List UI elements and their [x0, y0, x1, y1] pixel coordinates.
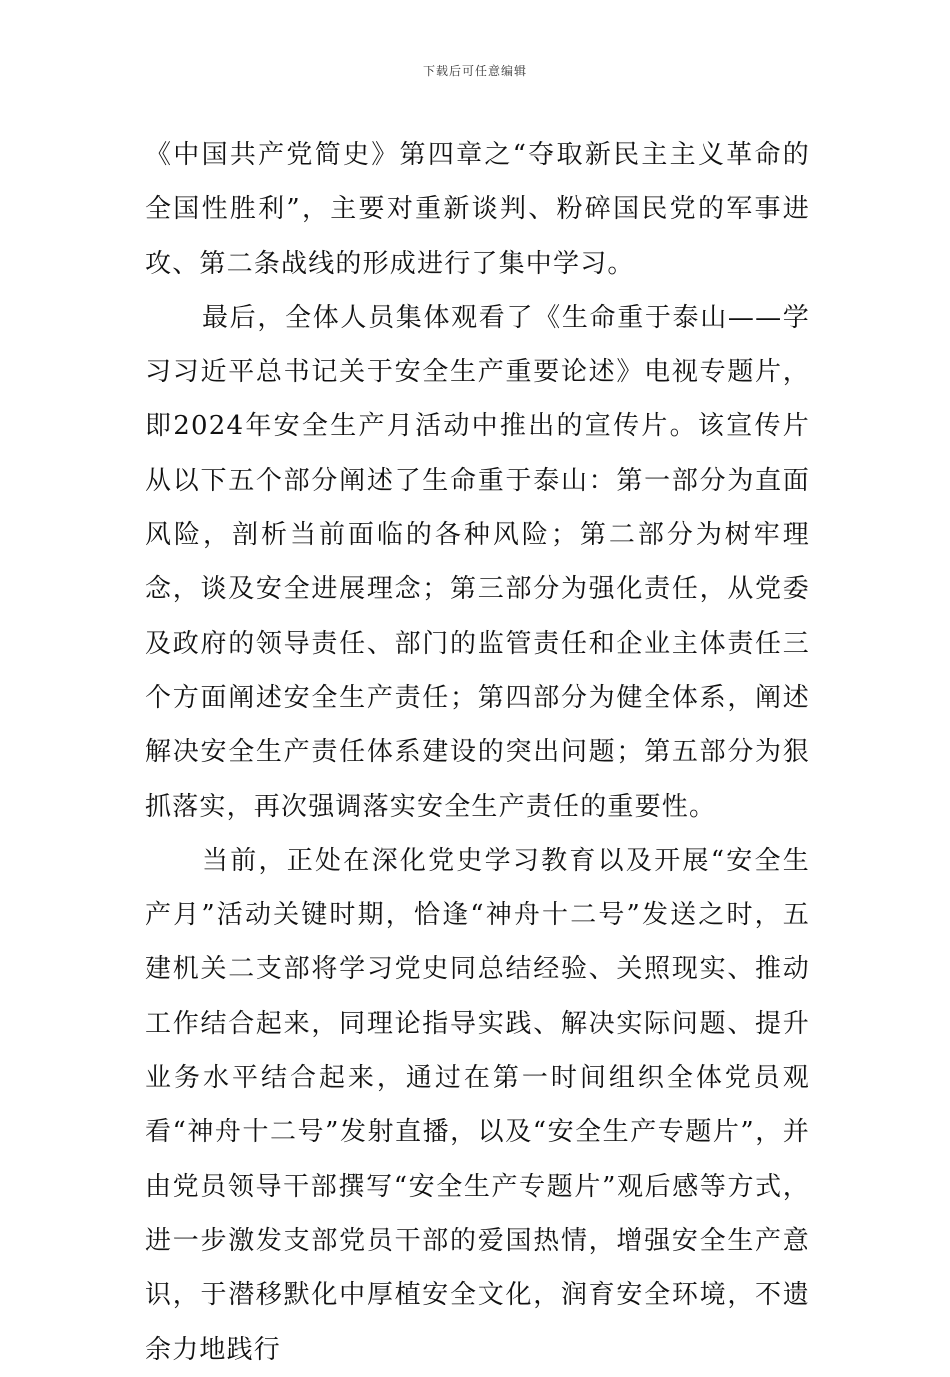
paragraph-documentary: 最后，全体人员集体观看了《生命重于泰山——学习习近平总书记关于安全生产重要论述》电视专题片，即2024年安全生产月活动中推出的宣传片。该宣传片从以下五个部分阐述了生命重于泰山：第一部分为直面风险，剖析当前面临的各种风险；第二部分为树牢理念，谈及安全进展理念；第三部分为强化责任，从党委及政府的领导责任、部门的监管责任和企业主体责任三个方面阐述安全生产责任；第四部分为健全体系，阐述解决安全生产责任体系建设的突出问题；第五部分为狠抓落实，再次强调落实安全生产责任的重要性。: [145, 302, 810, 822]
page-header-note: 下载后可任意编辑: [422, 64, 527, 78]
paragraph-continued: 《中国共产党简史》第四章之“夺取新民主主义革命的全国性胜利”，主要对重新谈判、粉碎国民党的军事进攻、第二条战线的形成进行了集中学习。: [145, 140, 810, 279]
document-body: [145, 128, 810, 1377]
paragraph-current-period: 当前，正处在深化党史学习教育以及开展“安全生产月”活动关键时期，恰逢“神舟十二号”发送之时，五建机关二支部将学习党史同总结经验、关照现实、推动工作结合起来，同理论指导实践、解决实际问题、提升业务水平结合起来，通过在第一时间组织全体党员观看“神舟十二号”发射直播，以及“安全生产专题片”，并由党员领导干部撰写“安全生产专题片”观后感等方式，进一步激发支部党员干部的爱国热情，增强安全生产意识，于潜移默化中厚植安全文化，润育安全环境，不遗余力地践行: [145, 845, 810, 1365]
